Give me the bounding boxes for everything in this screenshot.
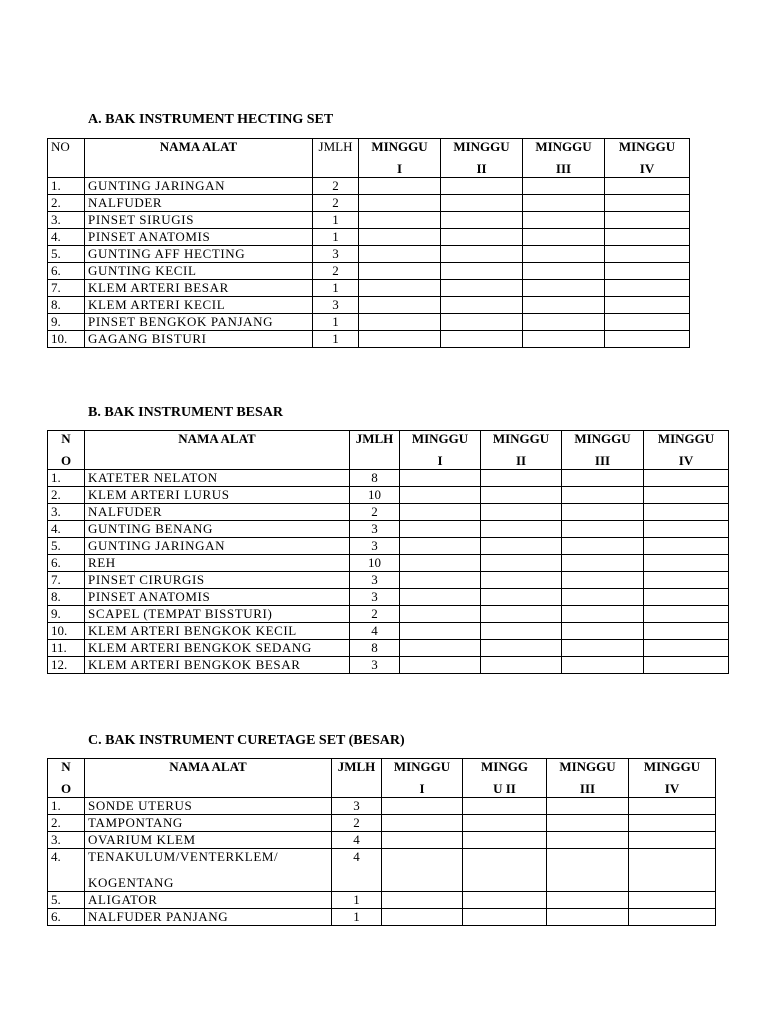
cell-week-4[interactable] <box>644 521 729 538</box>
cell-week-4[interactable] <box>605 314 690 331</box>
cell-week-1[interactable] <box>400 606 481 623</box>
col-header-no: N O <box>48 431 85 470</box>
table-row <box>48 623 729 640</box>
table-header-row <box>48 759 716 798</box>
cell-week-2[interactable] <box>441 212 523 229</box>
table-header-row <box>48 431 729 470</box>
cell-week-3[interactable] <box>523 246 605 263</box>
cell-week-4[interactable] <box>629 909 716 926</box>
cell-jml: 1 <box>313 212 359 229</box>
cell-week-2[interactable] <box>481 487 562 504</box>
cell-week-3[interactable] <box>547 892 629 909</box>
cell-no: 2. <box>48 815 85 832</box>
cell-week-1[interactable] <box>359 178 441 195</box>
cell-week-3[interactable] <box>547 815 629 832</box>
cell-week-3[interactable] <box>562 657 644 674</box>
cell-no: 10. <box>48 331 85 348</box>
cell-no: 5. <box>48 246 85 263</box>
col-header-week-1: MINGGU I <box>400 431 481 470</box>
table-row <box>48 331 690 348</box>
cell-week-2[interactable] <box>481 606 562 623</box>
cell-jml: 4 <box>332 849 382 892</box>
cell-nama: REH <box>85 555 350 572</box>
cell-week-4[interactable] <box>644 470 729 487</box>
table-curetage-set <box>47 758 716 926</box>
cell-week-4[interactable] <box>629 815 716 832</box>
cell-week-1[interactable] <box>359 246 441 263</box>
cell-jml: 1 <box>332 892 382 909</box>
cell-nama: GUNTING BENANG <box>85 521 350 538</box>
cell-nama-line-1: TENAKULUM/VENTERKLEM/ <box>88 849 279 864</box>
cell-nama: PINSET BENGKOK PANJANG <box>85 314 313 331</box>
cell-week-4[interactable] <box>605 229 690 246</box>
cell-week-4[interactable] <box>644 640 729 657</box>
cell-week-1[interactable] <box>359 314 441 331</box>
cell-week-2[interactable] <box>441 263 523 280</box>
cell-jml: 3 <box>313 246 359 263</box>
cell-jml: 1 <box>332 909 382 926</box>
cell-week-4[interactable] <box>644 657 729 674</box>
cell-jml: 4 <box>332 832 382 849</box>
cell-week-2[interactable] <box>441 280 523 297</box>
cell-week-2[interactable] <box>481 657 562 674</box>
cell-week-1[interactable] <box>400 572 481 589</box>
cell-week-4[interactable] <box>644 504 729 521</box>
cell-week-2[interactable] <box>463 832 547 849</box>
table-row <box>48 280 690 297</box>
cell-week-1[interactable] <box>382 909 463 926</box>
cell-jml: 1 <box>313 314 359 331</box>
table-row <box>48 589 729 606</box>
cell-week-4[interactable] <box>644 589 729 606</box>
cell-jml: 1 <box>313 331 359 348</box>
cell-nama: SONDE UTERUS <box>85 798 332 815</box>
table-row <box>48 178 690 195</box>
cell-week-4[interactable] <box>605 195 690 212</box>
cell-week-3[interactable] <box>523 195 605 212</box>
cell-no: 9. <box>48 314 85 331</box>
cell-no: 8. <box>48 297 85 314</box>
cell-week-1[interactable] <box>359 263 441 280</box>
col-header-week-3: MINGGU III <box>547 759 629 798</box>
cell-jml: 3 <box>350 572 400 589</box>
cell-jml: 1 <box>313 280 359 297</box>
table-row <box>48 470 729 487</box>
cell-no: 11. <box>48 640 85 657</box>
cell-no: 12. <box>48 657 85 674</box>
cell-nama: KLEM ARTERI BENGKOK KECIL <box>85 623 350 640</box>
col-header-week-1: MINGGU I <box>359 139 441 178</box>
cell-week-2[interactable] <box>463 892 547 909</box>
table-row <box>48 314 690 331</box>
cell-jml: 2 <box>313 178 359 195</box>
cell-jml: 2 <box>350 504 400 521</box>
cell-week-1[interactable] <box>400 589 481 606</box>
cell-nama: SCAPEL (TEMPAT BISSTURI) <box>85 606 350 623</box>
cell-jml: 2 <box>313 195 359 212</box>
cell-week-1[interactable] <box>359 280 441 297</box>
table-row <box>48 246 690 263</box>
cell-week-4[interactable] <box>629 849 716 892</box>
col-header-week-2: MINGG U II <box>463 759 547 798</box>
cell-week-3[interactable] <box>562 504 644 521</box>
col-header-no: NO <box>48 139 85 178</box>
cell-no: 1. <box>48 470 85 487</box>
cell-nama: KLEM ARTERI KECIL <box>85 297 313 314</box>
cell-week-3[interactable] <box>562 606 644 623</box>
cell-week-4[interactable] <box>629 798 716 815</box>
cell-week-1[interactable] <box>400 538 481 555</box>
col-header-week-1: MINGGU I <box>382 759 463 798</box>
col-header-no: N O <box>48 759 85 798</box>
cell-nama: KATETER NELATON <box>85 470 350 487</box>
cell-no: 3. <box>48 504 85 521</box>
cell-week-2[interactable] <box>481 572 562 589</box>
table-row <box>48 657 729 674</box>
col-header-week-3: MINGGU III <box>562 431 644 470</box>
cell-week-2[interactable] <box>441 229 523 246</box>
table-row <box>48 606 729 623</box>
cell-week-4[interactable] <box>644 572 729 589</box>
cell-no: 5. <box>48 892 85 909</box>
cell-week-4[interactable] <box>605 178 690 195</box>
col-header-jml: JMLH <box>332 759 382 798</box>
cell-week-1[interactable] <box>382 815 463 832</box>
cell-week-4[interactable] <box>605 280 690 297</box>
cell-nama: OVARIUM KLEM <box>85 832 332 849</box>
col-header-jml: JMLH <box>350 431 400 470</box>
table-row <box>48 640 729 657</box>
cell-week-1[interactable] <box>382 849 463 892</box>
cell-nama: GUNTING JARINGAN <box>85 538 350 555</box>
cell-week-1[interactable] <box>382 798 463 815</box>
cell-no: 4. <box>48 849 85 892</box>
cell-nama: GUNTING JARINGAN <box>85 178 313 195</box>
cell-jml: 1 <box>313 229 359 246</box>
table-row <box>48 263 690 280</box>
cell-week-2[interactable] <box>481 470 562 487</box>
cell-week-3[interactable] <box>523 178 605 195</box>
cell-week-1[interactable] <box>400 470 481 487</box>
col-header-week-4: MINGGU IV <box>644 431 729 470</box>
cell-week-1[interactable] <box>400 657 481 674</box>
cell-week-4[interactable] <box>605 212 690 229</box>
cell-jml: 3 <box>350 521 400 538</box>
cell-week-3[interactable] <box>562 623 644 640</box>
cell-jml: 2 <box>313 263 359 280</box>
col-header-week-4: MINGGU IV <box>605 139 690 178</box>
cell-week-2[interactable] <box>481 538 562 555</box>
col-header-nama: NAMA ALAT <box>85 431 350 470</box>
cell-no: 7. <box>48 280 85 297</box>
cell-week-4[interactable] <box>644 538 729 555</box>
cell-nama: KLEM ARTERI BENGKOK BESAR <box>85 657 350 674</box>
cell-week-1[interactable] <box>400 555 481 572</box>
table-row <box>48 909 716 926</box>
cell-week-2[interactable] <box>481 640 562 657</box>
cell-week-2[interactable] <box>441 246 523 263</box>
table-row <box>48 229 690 246</box>
table-hecting-set <box>47 138 690 348</box>
section-a-title: A. BAK INSTRUMENT HECTING SET <box>88 112 334 127</box>
table-row <box>48 572 729 589</box>
cell-week-3[interactable] <box>547 909 629 926</box>
cell-week-2[interactable] <box>481 555 562 572</box>
cell-jml: 2 <box>350 606 400 623</box>
table-row <box>48 892 716 909</box>
cell-week-3[interactable] <box>523 331 605 348</box>
cell-week-2[interactable] <box>441 195 523 212</box>
table-row <box>48 815 716 832</box>
col-header-week-2: MINGGU II <box>481 431 562 470</box>
cell-jml: 10 <box>350 555 400 572</box>
cell-nama: NALFUDER <box>85 195 313 212</box>
col-header-week-2: MINGGU II <box>441 139 523 178</box>
cell-no: 3. <box>48 212 85 229</box>
cell-week-1[interactable] <box>400 640 481 657</box>
cell-jml: 4 <box>350 623 400 640</box>
cell-nama: PINSET SIRUGIS <box>85 212 313 229</box>
col-header-week-3: MINGGU III <box>523 139 605 178</box>
cell-nama: KLEM ARTERI BESAR <box>85 280 313 297</box>
cell-no: 4. <box>48 229 85 246</box>
cell-week-4[interactable] <box>605 246 690 263</box>
cell-week-3[interactable] <box>562 487 644 504</box>
cell-week-2[interactable] <box>441 314 523 331</box>
cell-week-1[interactable] <box>359 195 441 212</box>
cell-week-1[interactable] <box>382 892 463 909</box>
cell-week-4[interactable] <box>605 297 690 314</box>
cell-week-2[interactable] <box>441 331 523 348</box>
cell-jml: 8 <box>350 470 400 487</box>
cell-no: 6. <box>48 263 85 280</box>
cell-week-3[interactable] <box>562 640 644 657</box>
table-row <box>48 504 729 521</box>
cell-week-3[interactable] <box>523 297 605 314</box>
section-c-title: C. BAK INSTRUMENT CURETAGE SET (BESAR) <box>88 733 405 748</box>
cell-week-4[interactable] <box>644 606 729 623</box>
cell-week-3[interactable] <box>523 280 605 297</box>
cell-jml: 10 <box>350 487 400 504</box>
col-header-nama: NAMA ALAT <box>85 759 332 798</box>
cell-nama: TAMPONTANG <box>85 815 332 832</box>
table-row <box>48 832 716 849</box>
cell-no: 3. <box>48 832 85 849</box>
cell-week-4[interactable] <box>644 623 729 640</box>
table-row <box>48 849 716 892</box>
cell-week-3[interactable] <box>562 589 644 606</box>
cell-week-2[interactable] <box>481 504 562 521</box>
cell-week-1[interactable] <box>359 212 441 229</box>
cell-week-3[interactable] <box>523 212 605 229</box>
cell-week-2[interactable] <box>441 297 523 314</box>
cell-week-4[interactable] <box>644 555 729 572</box>
cell-no: 2. <box>48 195 85 212</box>
cell-week-2[interactable] <box>441 178 523 195</box>
cell-week-2[interactable] <box>463 815 547 832</box>
cell-jml: 3 <box>332 798 382 815</box>
cell-jml: 3 <box>313 297 359 314</box>
cell-no: 1. <box>48 798 85 815</box>
cell-nama: PINSET ANATOMIS <box>85 229 313 246</box>
cell-no: 7. <box>48 572 85 589</box>
cell-nama: ALIGATOR <box>85 892 332 909</box>
cell-jml: 3 <box>350 657 400 674</box>
cell-nama: KLEM ARTERI LURUS <box>85 487 350 504</box>
cell-week-2[interactable] <box>481 521 562 538</box>
cell-no: 9. <box>48 606 85 623</box>
cell-week-1[interactable] <box>359 331 441 348</box>
cell-week-4[interactable] <box>629 832 716 849</box>
cell-week-3[interactable] <box>523 229 605 246</box>
cell-week-3[interactable] <box>562 470 644 487</box>
cell-week-3[interactable] <box>547 849 629 892</box>
cell-nama <box>85 849 332 892</box>
cell-week-2[interactable] <box>463 849 547 892</box>
cell-no: 6. <box>48 555 85 572</box>
section-b-title: B. BAK INSTRUMENT BESAR <box>88 405 284 420</box>
col-header-week-4: MINGGU IV <box>629 759 716 798</box>
table-row <box>48 521 729 538</box>
cell-nama: KLEM ARTERI BENGKOK SEDANG <box>85 640 350 657</box>
table-row <box>48 212 690 229</box>
col-header-jml: JMLH <box>313 139 359 178</box>
cell-no: 10. <box>48 623 85 640</box>
cell-no: 5. <box>48 538 85 555</box>
cell-nama: GUNTING AFF HECTING <box>85 246 313 263</box>
cell-jml: 3 <box>350 538 400 555</box>
cell-week-1[interactable] <box>359 297 441 314</box>
table-row <box>48 555 729 572</box>
cell-week-2[interactable] <box>463 909 547 926</box>
cell-week-3[interactable] <box>562 555 644 572</box>
cell-week-2[interactable] <box>463 798 547 815</box>
table-header-row <box>48 139 690 178</box>
cell-week-1[interactable] <box>359 229 441 246</box>
cell-jml: 8 <box>350 640 400 657</box>
cell-nama: GAGANG BISTURI <box>85 331 313 348</box>
cell-nama: PINSET CIRURGIS <box>85 572 350 589</box>
table-instrument-besar <box>47 430 729 674</box>
cell-week-4[interactable] <box>629 892 716 909</box>
cell-nama: PINSET ANATOMIS <box>85 589 350 606</box>
cell-no: 1. <box>48 178 85 195</box>
cell-week-3[interactable] <box>562 572 644 589</box>
cell-jml: 2 <box>332 815 382 832</box>
cell-nama: NALFUDER PANJANG <box>85 909 332 926</box>
cell-week-4[interactable] <box>605 263 690 280</box>
cell-week-3[interactable] <box>523 314 605 331</box>
cell-week-1[interactable] <box>382 832 463 849</box>
cell-nama: GUNTING KECIL <box>85 263 313 280</box>
table-row <box>48 195 690 212</box>
cell-no: 2. <box>48 487 85 504</box>
cell-week-1[interactable] <box>400 521 481 538</box>
table-row <box>48 538 729 555</box>
cell-no: 4. <box>48 521 85 538</box>
cell-week-1[interactable] <box>400 623 481 640</box>
cell-week-1[interactable] <box>400 487 481 504</box>
cell-jml: 3 <box>350 589 400 606</box>
cell-week-1[interactable] <box>400 504 481 521</box>
cell-nama-line-2: KOGENTANG <box>88 875 174 890</box>
cell-week-3[interactable] <box>547 832 629 849</box>
cell-week-4[interactable] <box>605 331 690 348</box>
cell-nama: NALFUDER <box>85 504 350 521</box>
table-row <box>48 297 690 314</box>
cell-week-4[interactable] <box>644 487 729 504</box>
col-header-nama: NAMA ALAT <box>85 139 313 178</box>
cell-week-3[interactable] <box>562 521 644 538</box>
cell-week-3[interactable] <box>562 538 644 555</box>
cell-week-2[interactable] <box>481 589 562 606</box>
cell-week-3[interactable] <box>547 798 629 815</box>
cell-week-3[interactable] <box>523 263 605 280</box>
table-row <box>48 487 729 504</box>
cell-no: 8. <box>48 589 85 606</box>
cell-no: 6. <box>48 909 85 926</box>
cell-week-2[interactable] <box>481 623 562 640</box>
table-row <box>48 798 716 815</box>
